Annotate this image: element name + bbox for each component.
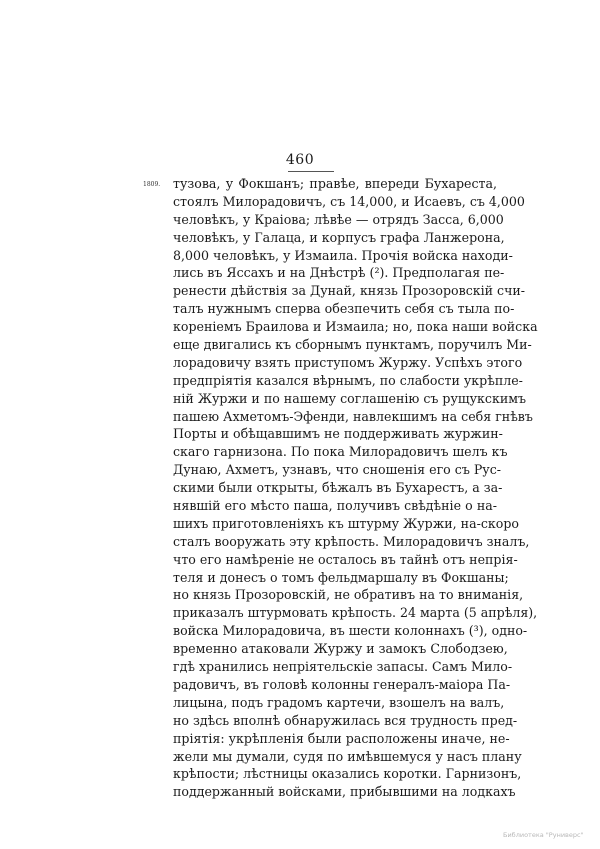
text-line: скаго гарнизона. По пока Милорадовичъ шелъ къ — [173, 444, 508, 460]
text-line: лись въ Яссахъ и на Днѣстрѣ (²). Предполагая пе- — [173, 265, 505, 281]
text-line: пашею Ахметомъ-Эфенди, навлекшимъ на себя гнѣвъ — [173, 408, 533, 424]
text-line: сталъ вооружать эту крѣпость. Милорадовичъ зналъ, — [173, 533, 530, 549]
text-line: стоялъ Милорадовичъ, съ 14,000, и Исаевъ, съ 4,000 — [173, 193, 525, 209]
text-line: лицына, подъ градомъ картечи, взошелъ на валъ, — [173, 694, 505, 710]
text-line: шихъ приготовленiяхъ къ штурму Журжи, на-скоро — [173, 515, 519, 531]
text-line: лорадовичу взять приступомъ Журжу. Успѣхъ этого — [173, 354, 523, 370]
text-line: поддержанный войсками, прибывшими на лодкахъ — [173, 784, 516, 800]
margin-year-note: 1809. — [143, 181, 161, 188]
library-watermark: Библиотека "Руниверс" — [503, 831, 584, 839]
text-line: предпрiятiя казался вѣрнымъ, по слабости укрѣпле- — [173, 372, 523, 388]
text-line: но князь Прозоровскiй, не обративъ на то вниманiя, — [173, 587, 524, 603]
text-line: жели мы думали, судя по имѣвшемуся у насъ плану — [173, 748, 522, 764]
text-line: человѣкъ, у Краiова; лѣвѣе — отрядъ Засса, 6,000 — [173, 211, 504, 227]
text-line: нявшiй его мѣсто паша, получивъ свѣдѣнiе о на- — [173, 498, 497, 514]
text-line: теля и донесъ о томъ фельдмаршалу въ Фокшаны; — [173, 569, 509, 585]
text-line: войска Милорадовича, въ шести колоннахъ (³), одно- — [173, 623, 528, 639]
text-line: ренести дѣйствiя за Дунай, князь Прозоровскiй счи- — [173, 283, 526, 299]
text-line: человѣкъ, у Галаца, и корпусъ графа Ланжерона, — [173, 229, 505, 245]
text-line: скими были открыты, бѣжалъ въ Бухарестъ, а за- — [173, 480, 503, 496]
text-line: гдѣ хранились непрiятельскiе запасы. Самъ Мило- — [173, 659, 513, 675]
text-line: временно атаковали Журжу и замокъ Слободзею, — [173, 641, 508, 657]
text-line: тузова, у Фокшанъ; правѣе, впереди Бухареста, — [173, 176, 497, 191]
text-line: Дунаю, Ахметъ, узнавъ, что сношенiя его съ Рус- — [173, 462, 502, 478]
text-line: талъ нужнымъ сперва обезпечить себя съ тыла по- — [173, 301, 515, 317]
text-line: приказалъ штурмовать крѣпость. 24 марта (5 апрѣля), — [173, 605, 538, 621]
text-line: что его намѣренiе не осталось въ тайнѣ отъ непрiя- — [173, 551, 518, 567]
page-number: 460 — [285, 152, 315, 168]
text-line: но здѣсь вполнѣ обнаружилась вся трудность пред- — [173, 712, 518, 728]
text-line: прiятiя: укрѣпленiя были расположены иначе, не- — [173, 730, 510, 746]
text-line: Порты и обѣщавшимъ не поддерживать журжин- — [173, 426, 503, 442]
text-line: крѣпости; лѣстницы оказались коротки. Гарнизонъ, — [173, 766, 522, 782]
body-text — [173, 175, 538, 801]
text-line: коренiемъ Браилова и Измаила; но, пока наши войска — [173, 319, 538, 335]
text-line: еще двигались къ сборнымъ пунктамъ, поручилъ Ми- — [173, 337, 532, 353]
page-number-rule — [288, 171, 334, 172]
text-line: 8,000 человѣкъ, у Измаила. Прочiя войска находи- — [173, 247, 513, 263]
text-line: нiй Журжи и по нашему соглашенiю съ рущукскимъ — [173, 390, 527, 406]
text-line: радовичъ, въ головѣ колонны генералъ-маiора Па- — [173, 676, 511, 692]
